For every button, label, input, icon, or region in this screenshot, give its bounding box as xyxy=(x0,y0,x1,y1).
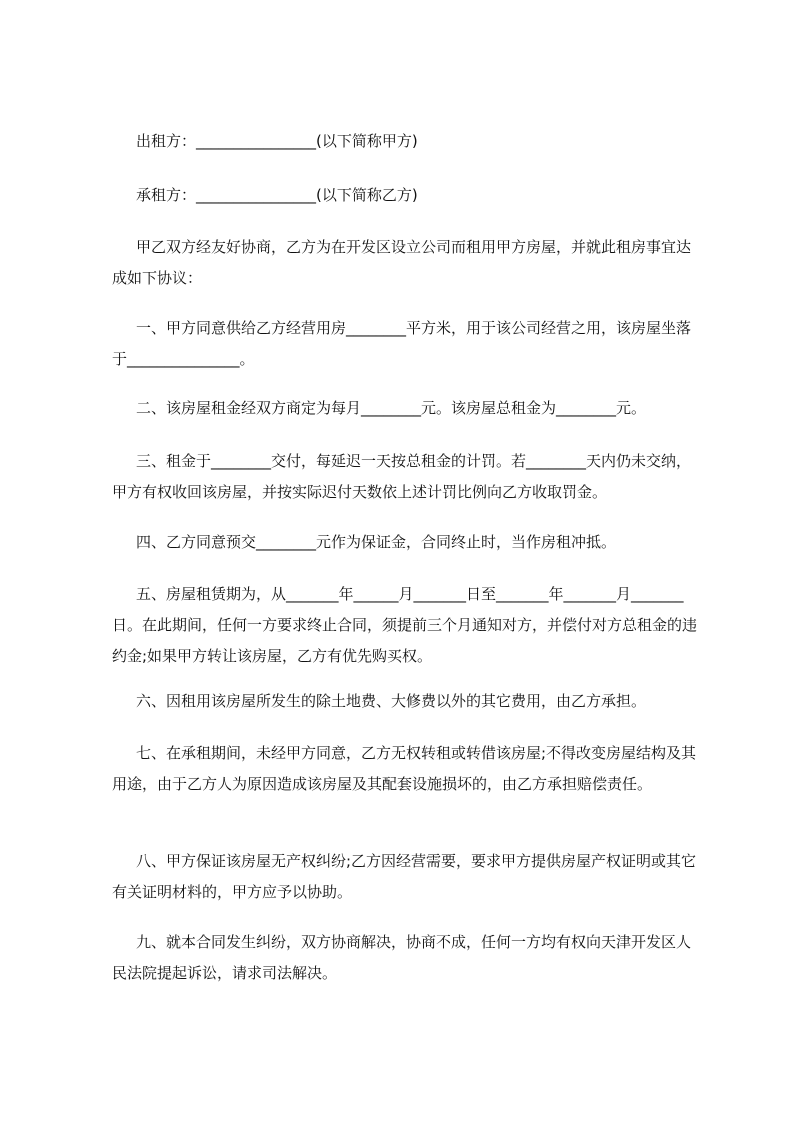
clause-2: 二、该房屋租金经双方商定为每月________元。该房屋总租金为________元。 xyxy=(136,399,647,417)
lessor-line: 出租方：________________(以下简称甲方) xyxy=(136,132,418,150)
clause-6: 六、因租用该房屋所发生的除土地费、大修费以外的其它费用，由乙方承担。 xyxy=(136,692,647,710)
clause-1: 一、甲方同意供给乙方经营用房________平方米，用于该公司经营之用，该房屋坐落于_______________。 xyxy=(112,319,692,368)
clause-9: 九、就本合同发生纠纷，双方协商解决，协商不成，任何一方均有权向天津开发区人民法院提起诉讼，请求司法解决。 xyxy=(112,933,692,982)
clause-3: 三、租金于________交付，每延迟一天按总租金的计罚。若________天内仍未交纳，甲方有权收回该房屋，并按实际迟付天数依上述计罚比例向乙方收取罚金。 xyxy=(112,452,692,501)
intro-paragraph: 甲乙双方经友好协商，乙方为在开发区设立公司而租用甲方房屋，并就此租房事宜达成如下协议： xyxy=(112,238,692,287)
clause-7: 七、在承租期间，未经甲方同意，乙方无权转租或转借该房屋;不得改变房屋结构及其用途，由于乙方人为原因造成该房屋及其配套设施损坏的，由乙方承担赔偿责任。 xyxy=(112,744,697,793)
clause-8: 八、甲方保证该房屋无产权纠纷;乙方因经营需要，要求甲方提供房屋产权证明或其它有关证明材料的，甲方应予以协助。 xyxy=(112,852,697,901)
clause-4: 四、乙方同意预交________元作为保证金，合同终止时，当作房租冲抵。 xyxy=(136,533,617,551)
clause-5: 五、房屋租赁期为，从_______年______月_______日至_______年_______月_______日。在此期间，任何一方要求终止合同，须提前三个月通知对方，并偿付对方总租金的违约金;如果甲方转让该房屋，乙方有优先购买权。 xyxy=(112,585,698,665)
lessee-line: 承租方：________________(以下简称乙方) xyxy=(136,186,418,204)
